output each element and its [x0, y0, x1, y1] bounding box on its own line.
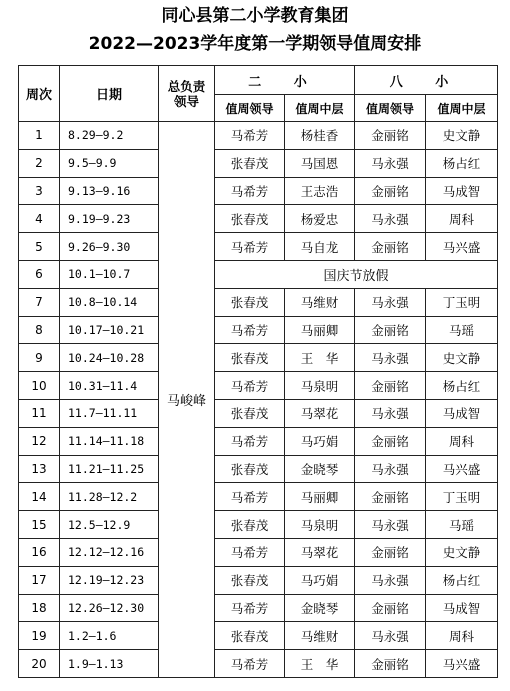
date-cell: 8.29—9.2 — [60, 122, 159, 150]
header-a-duty-leader: 值周领导 — [215, 95, 285, 122]
week-cell: 3 — [19, 177, 60, 205]
header-b-duty-middle: 值周中层 — [426, 95, 498, 122]
week-cell: 7 — [19, 288, 60, 316]
b-duty-leader-cell: 马永强 — [355, 288, 426, 316]
a-duty-leader-cell: 张春茂 — [215, 399, 285, 427]
table-row — [19, 650, 498, 678]
a-duty-middle-cell: 马翠花 — [285, 399, 355, 427]
b-duty-middle-cell: 杨占红 — [426, 149, 498, 177]
a-duty-middle-cell: 马维财 — [285, 288, 355, 316]
table-row — [19, 511, 498, 539]
table-row — [19, 538, 498, 566]
a-duty-middle-cell: 杨爱忠 — [285, 205, 355, 233]
table-row — [19, 344, 498, 372]
b-duty-middle-cell: 史文静 — [426, 538, 498, 566]
a-duty-middle-cell: 王 华 — [285, 650, 355, 678]
table-row — [19, 372, 498, 400]
week-cell: 4 — [19, 205, 60, 233]
b-duty-leader-cell: 金丽铭 — [355, 650, 426, 678]
table-row — [19, 566, 498, 594]
holiday-cell: 国庆节放假 — [215, 260, 498, 288]
week-cell: 2 — [19, 149, 60, 177]
date-cell: 11.28—12.2 — [60, 483, 159, 511]
date-cell: 11.14—11.18 — [60, 427, 159, 455]
date-cell: 12.19—12.23 — [60, 566, 159, 594]
date-cell: 9.5—9.9 — [60, 149, 159, 177]
b-duty-middle-cell: 丁玉明 — [426, 483, 498, 511]
b-duty-leader-cell: 金丽铭 — [355, 316, 426, 344]
general-leader-cell: 马峻峰 — [159, 122, 215, 678]
table-row — [19, 122, 498, 150]
week-cell: 10 — [19, 372, 60, 400]
b-duty-leader-cell: 马永强 — [355, 205, 426, 233]
table-row — [19, 177, 498, 205]
table-row — [19, 205, 498, 233]
week-cell: 19 — [19, 622, 60, 650]
a-duty-leader-cell: 马希芳 — [215, 427, 285, 455]
header-school-b: 八 小 — [355, 66, 498, 95]
week-cell: 6 — [19, 260, 60, 288]
duty-schedule-table — [18, 65, 498, 678]
b-duty-middle-cell: 马兴盛 — [426, 233, 498, 261]
a-duty-middle-cell: 马维财 — [285, 622, 355, 650]
date-cell: 12.26—12.30 — [60, 594, 159, 622]
table-row — [19, 233, 498, 261]
date-cell: 12.5—12.9 — [60, 511, 159, 539]
header-general-leader-line1: 总负责 — [167, 78, 206, 94]
a-duty-middle-cell: 王 华 — [285, 344, 355, 372]
table-row — [19, 594, 498, 622]
a-duty-leader-cell: 马希芳 — [215, 177, 285, 205]
a-duty-middle-cell: 马巧娟 — [285, 427, 355, 455]
b-duty-leader-cell: 金丽铭 — [355, 177, 426, 205]
a-duty-middle-cell: 金晓琴 — [285, 455, 355, 483]
b-duty-leader-cell: 马永强 — [355, 149, 426, 177]
date-cell: 9.26—9.30 — [60, 233, 159, 261]
b-duty-leader-cell: 金丽铭 — [355, 483, 426, 511]
table-row — [19, 427, 498, 455]
header-a-duty-middle: 值周中层 — [285, 95, 355, 122]
a-duty-leader-cell: 马希芳 — [215, 483, 285, 511]
b-duty-middle-cell: 周科 — [426, 205, 498, 233]
b-duty-leader-cell: 金丽铭 — [355, 594, 426, 622]
b-duty-middle-cell: 杨占红 — [426, 566, 498, 594]
a-duty-leader-cell: 张春茂 — [215, 622, 285, 650]
document-subtitle: 2022—2023学年度第一学期领导值周安排 — [88, 34, 422, 54]
week-cell: 1 — [19, 122, 60, 150]
a-duty-leader-cell: 张春茂 — [215, 566, 285, 594]
b-duty-middle-cell: 杨占红 — [426, 372, 498, 400]
b-duty-middle-cell: 马成智 — [426, 177, 498, 205]
table-row — [19, 622, 498, 650]
b-duty-middle-cell: 马兴盛 — [426, 650, 498, 678]
a-duty-middle-cell: 马泉明 — [285, 372, 355, 400]
b-duty-middle-cell: 周科 — [426, 427, 498, 455]
week-cell: 15 — [19, 511, 60, 539]
week-cell: 12 — [19, 427, 60, 455]
date-cell: 10.24—10.28 — [60, 344, 159, 372]
a-duty-leader-cell: 张春茂 — [215, 455, 285, 483]
b-duty-leader-cell: 马永强 — [355, 399, 426, 427]
a-duty-leader-cell: 马希芳 — [215, 233, 285, 261]
header-general-leader — [159, 66, 215, 122]
b-duty-middle-cell: 马瑶 — [426, 316, 498, 344]
a-duty-middle-cell: 马丽卿 — [285, 316, 355, 344]
week-cell: 14 — [19, 483, 60, 511]
a-duty-middle-cell: 马国恩 — [285, 149, 355, 177]
b-duty-middle-cell: 马成智 — [426, 594, 498, 622]
b-duty-middle-cell: 丁玉明 — [426, 288, 498, 316]
date-cell: 9.13—9.16 — [60, 177, 159, 205]
a-duty-middle-cell: 马丽卿 — [285, 483, 355, 511]
b-duty-leader-cell: 金丽铭 — [355, 538, 426, 566]
b-duty-leader-cell: 马永强 — [355, 511, 426, 539]
header-b-duty-leader: 值周领导 — [355, 95, 426, 122]
b-duty-leader-cell: 金丽铭 — [355, 122, 426, 150]
header-date: 日期 — [60, 66, 159, 122]
a-duty-middle-cell: 金晓琴 — [285, 594, 355, 622]
date-cell: 11.21—11.25 — [60, 455, 159, 483]
a-duty-leader-cell: 张春茂 — [215, 149, 285, 177]
week-cell: 18 — [19, 594, 60, 622]
table-row — [19, 260, 498, 288]
date-cell: 12.12—12.16 — [60, 538, 159, 566]
week-cell: 5 — [19, 233, 60, 261]
a-duty-leader-cell: 马希芳 — [215, 122, 285, 150]
b-duty-middle-cell: 周科 — [426, 622, 498, 650]
table-row — [19, 483, 498, 511]
week-cell: 13 — [19, 455, 60, 483]
a-duty-middle-cell: 王志浩 — [285, 177, 355, 205]
date-cell: 1.9—1.13 — [60, 650, 159, 678]
week-cell: 16 — [19, 538, 60, 566]
a-duty-leader-cell: 张春茂 — [215, 344, 285, 372]
date-cell: 10.8—10.14 — [60, 288, 159, 316]
table-row — [19, 149, 498, 177]
week-cell: 8 — [19, 316, 60, 344]
a-duty-leader-cell: 马希芳 — [215, 594, 285, 622]
b-duty-middle-cell: 史文静 — [426, 122, 498, 150]
a-duty-middle-cell: 马巧娟 — [285, 566, 355, 594]
table-row — [19, 399, 498, 427]
table-row — [19, 316, 498, 344]
table-row — [19, 455, 498, 483]
header-school-a: 二 小 — [215, 66, 355, 95]
week-cell: 11 — [19, 399, 60, 427]
a-duty-leader-cell: 马希芳 — [215, 650, 285, 678]
date-cell: 10.17—10.21 — [60, 316, 159, 344]
date-cell: 9.19—9.23 — [60, 205, 159, 233]
week-cell: 20 — [19, 650, 60, 678]
header-general-leader-line2: 领导 — [173, 93, 199, 109]
b-duty-leader-cell: 金丽铭 — [355, 233, 426, 261]
b-duty-middle-cell: 马成智 — [426, 399, 498, 427]
date-cell: 11.7—11.11 — [60, 399, 159, 427]
date-cell: 10.31—11.4 — [60, 372, 159, 400]
week-cell: 9 — [19, 344, 60, 372]
week-cell: 17 — [19, 566, 60, 594]
schedule-body — [19, 122, 498, 678]
a-duty-middle-cell: 马自龙 — [285, 233, 355, 261]
header-week: 周次 — [19, 66, 60, 122]
date-cell: 10.1—10.7 — [60, 260, 159, 288]
b-duty-leader-cell: 马永强 — [355, 344, 426, 372]
date-cell: 1.2—1.6 — [60, 622, 159, 650]
b-duty-leader-cell: 马永强 — [355, 455, 426, 483]
b-duty-middle-cell: 马瑶 — [426, 511, 498, 539]
a-duty-middle-cell: 马翠花 — [285, 538, 355, 566]
table-row — [19, 288, 498, 316]
a-duty-leader-cell: 马希芳 — [215, 538, 285, 566]
a-duty-leader-cell: 张春茂 — [215, 205, 285, 233]
b-duty-leader-cell: 马永强 — [355, 622, 426, 650]
b-duty-leader-cell: 金丽铭 — [355, 427, 426, 455]
b-duty-leader-cell: 马永强 — [355, 566, 426, 594]
a-duty-leader-cell: 张春茂 — [215, 288, 285, 316]
a-duty-leader-cell: 马希芳 — [215, 316, 285, 344]
a-duty-leader-cell: 马希芳 — [215, 372, 285, 400]
a-duty-middle-cell: 马泉明 — [285, 511, 355, 539]
b-duty-leader-cell: 金丽铭 — [355, 372, 426, 400]
b-duty-middle-cell: 马兴盛 — [426, 455, 498, 483]
document-title: 同心县第二小学教育集团 — [161, 6, 349, 26]
b-duty-middle-cell: 史文静 — [426, 344, 498, 372]
a-duty-leader-cell: 张春茂 — [215, 511, 285, 539]
a-duty-middle-cell: 杨桂香 — [285, 122, 355, 150]
